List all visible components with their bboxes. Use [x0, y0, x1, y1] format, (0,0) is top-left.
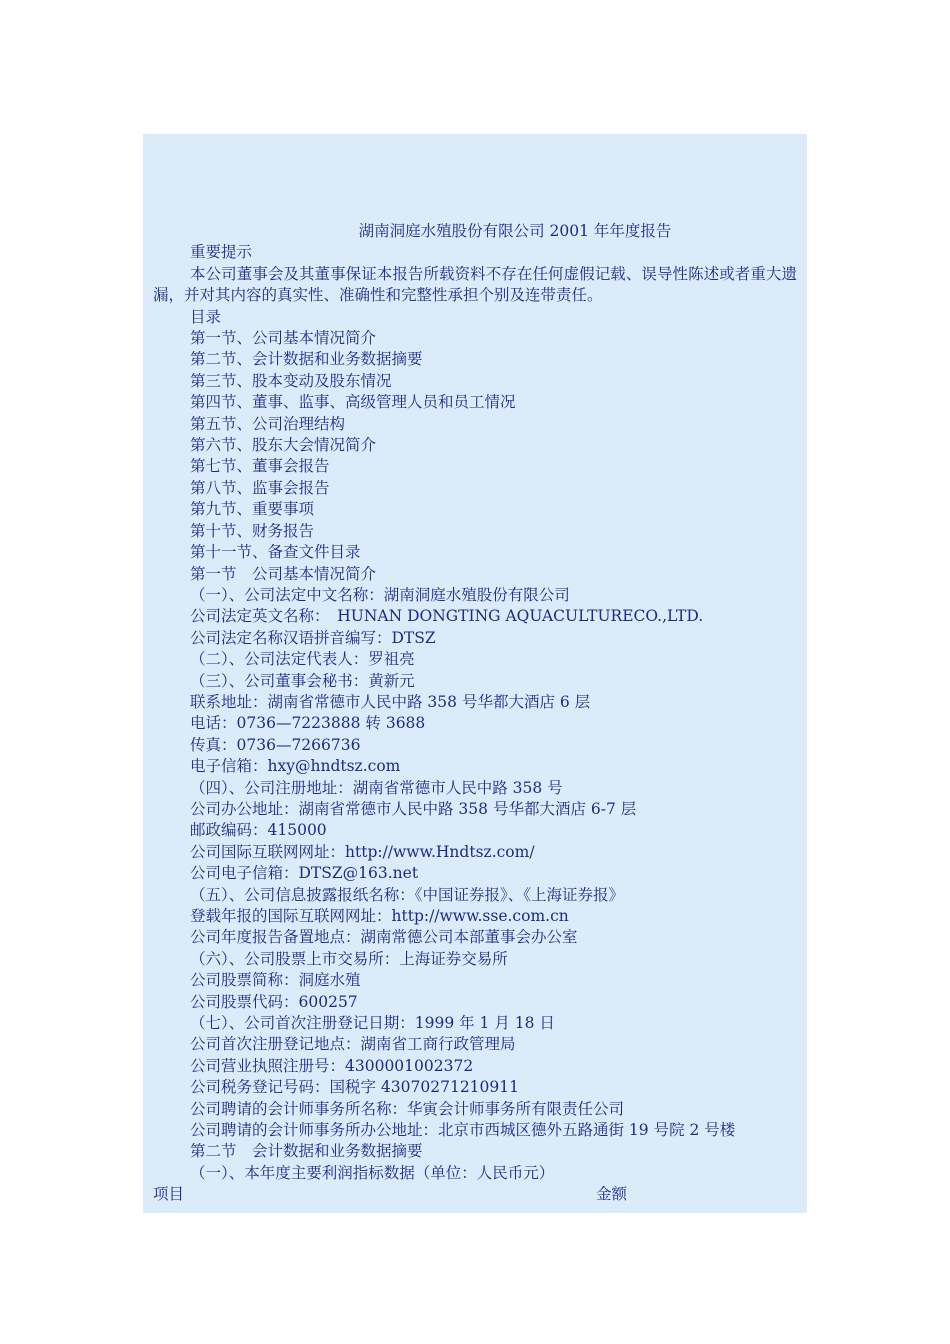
- info-line: 公司电子信箱：DTSZ@163.net: [190, 864, 419, 883]
- toc-item: 第九节、重要事项: [190, 500, 315, 519]
- notice-heading: 重要提示: [190, 243, 253, 262]
- toc-item: 第一节、公司基本情况简介: [190, 329, 377, 348]
- info-line: 联系地址：湖南省常德市人民中路 358 号华都大酒店 6 层: [190, 692, 591, 711]
- table-header-amount: 金额: [595, 1185, 627, 1204]
- info-line: （四）、公司注册地址：湖南省常德市人民中路 358 号: [190, 778, 563, 797]
- notice-text: 本公司董事会及其董事保证本报告所载资料不存在任何虚假记载、误导性陈述或者重大遗漏，并对其内容的真实性、准确性和完整性承担个别及连带责任。: [153, 264, 797, 305]
- info-line: 第一节 公司基本情况简介: [190, 564, 377, 583]
- info-line: 公司税务登记号码：国税字 43070271210911: [190, 1078, 519, 1097]
- info-line: 公司股票简称：洞庭水殖: [190, 971, 361, 990]
- info-line: （二）、公司法定代表人：罗祖亮: [190, 650, 415, 669]
- info-line: 公司法定名称汉语拼音编写：DTSZ: [190, 628, 436, 647]
- info-line: 公司国际互联网网址：http://www.Hndtsz.com/: [190, 842, 535, 861]
- info-line: （七）、公司首次注册登记日期：1999 年 1 月 18 日: [190, 1014, 555, 1033]
- table-header: [153, 1184, 797, 1205]
- info-line: （六）、公司股票上市交易所：上海证券交易所: [190, 949, 508, 968]
- toc-list: [153, 328, 797, 563]
- info-line: 电话：0736—7223888 转 3688: [190, 714, 426, 733]
- info-line: 传真：0736—7266736: [190, 735, 361, 754]
- info-line: （一）、本年度主要利润指标数据（单位：人民币元）: [190, 1163, 555, 1182]
- info-line: （一）、公司法定中文名称：湖南洞庭水殖股份有限公司: [190, 585, 570, 604]
- toc-item: 第八节、监事会报告: [190, 478, 330, 497]
- document-content: [153, 221, 797, 1206]
- toc-heading: 目录: [190, 307, 222, 326]
- document-panel: [143, 134, 807, 1213]
- info-line: 公司法定英文名称： HUNAN DONGTING AQUACULTURECO.,LTD.: [190, 607, 704, 626]
- info-line: 第二节 会计数据和业务数据摘要: [190, 1142, 423, 1161]
- info-line: 公司聘请的会计师事务所名称：华寅会计师事务所有限责任公司: [190, 1099, 625, 1118]
- info-line: 公司年度报告备置地点：湖南常德公司本部董事会办公室: [190, 928, 578, 947]
- toc-item: 第四节、董事、监事、高级管理人员和员工情况: [190, 393, 516, 412]
- toc-item: 第六节、股东大会情况简介: [190, 436, 377, 455]
- info-line: （五）、公司信息披露报纸名称：《中国证券报》、《上海证券报》: [190, 885, 625, 904]
- toc-item: 第七节、董事会报告: [190, 457, 330, 476]
- info-line: 公司首次注册登记地点：湖南省工商行政管理局: [190, 1035, 516, 1054]
- section1-list: [153, 564, 797, 1185]
- info-line: 公司办公地址：湖南省常德市人民中路 358 号华都大酒店 6-7 层: [190, 799, 637, 818]
- info-line: 公司营业执照注册号：4300001002372: [190, 1056, 474, 1075]
- info-line: 登载年报的国际互联网网址：http://www.sse.com.cn: [190, 907, 569, 925]
- info-line: 电子信箱：hxy@hndtsz.com: [190, 757, 401, 776]
- info-line: 公司聘请的会计师事务所办公地址：北京市西城区德外五路通街 19 号院 2 号楼: [190, 1121, 736, 1140]
- info-line: 公司股票代码：600257: [190, 992, 358, 1011]
- toc-item: 第三节、股本变动及股东情况: [190, 371, 392, 390]
- toc-item: 第二节、会计数据和业务数据摘要: [190, 350, 423, 369]
- info-line: 邮政编码：415000: [190, 821, 327, 840]
- report-title: 湖南洞庭水殖股份有限公司 2001 年年度报告: [358, 222, 672, 240]
- table-header-item: 项目: [153, 1185, 185, 1204]
- toc-item: 第十节、财务报告: [190, 521, 315, 540]
- info-line: （三）、公司董事会秘书：黄新元: [190, 671, 415, 690]
- toc-item: 第十一节、备查文件目录: [190, 543, 361, 562]
- toc-item: 第五节、公司治理结构: [190, 414, 346, 433]
